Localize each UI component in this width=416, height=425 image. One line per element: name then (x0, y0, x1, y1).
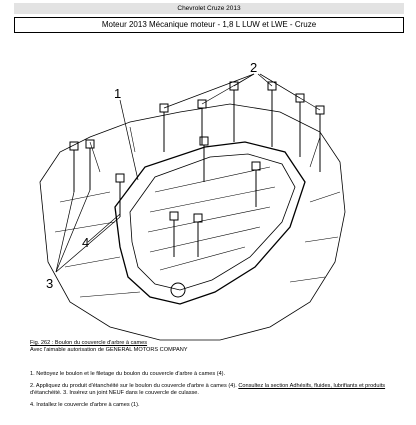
step-2-3-text: d'étanchéité. 3. Insérez un joint NEUF dans le couvercle de culasse. (30, 390, 199, 396)
callout-2: 2 (250, 60, 258, 75)
engine-illustration (20, 42, 396, 342)
figure-caption (30, 340, 390, 354)
step-2-text: 2. Appliquez du produit d'étanchéité sur le boulon du couvercle d'arbre à cames (4). (30, 383, 237, 389)
figure-label: Fig. 262 : Boulon du couvercle d'arbre à cames (30, 340, 148, 346)
callout-4: 4 (82, 235, 90, 250)
step-2 (30, 383, 400, 397)
page-title: Moteur 2013 Mécanique moteur - 1,8 L LUW et LWE - Cruze (14, 17, 404, 33)
figure-credit: Avec l'aimable autorisation de GENERAL MOTORS COMPANY (30, 347, 188, 353)
procedure-steps (30, 371, 400, 414)
step-1: 1. Nettoyez le boulon et le filetage du boulon du couvercle d'arbre à cames (4). (30, 371, 226, 377)
camshaft-cover-diagram (20, 42, 396, 342)
callout-1: 1 (114, 86, 122, 101)
callout-3: 3 (46, 276, 54, 291)
vehicle-header: Chevrolet Cruze 2013 (14, 3, 404, 14)
step-4: 4. Installez le couvercle d'arbre à cames (1). (30, 402, 140, 408)
adhesives-section-link[interactable]: Consultez la section Adhésifs, fluides, lubrifiants et produits (238, 383, 386, 389)
